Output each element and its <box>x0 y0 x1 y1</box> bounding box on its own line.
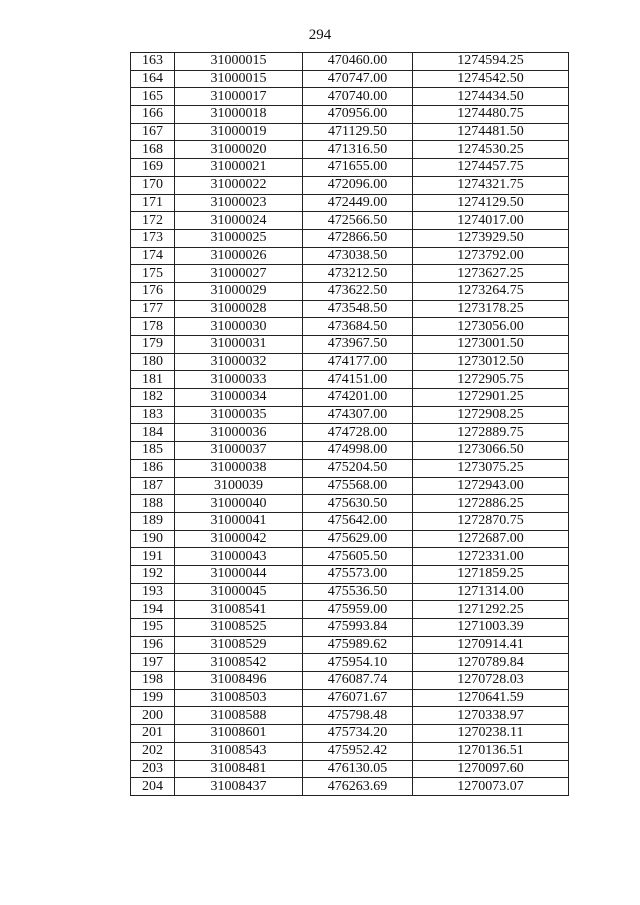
table-row <box>131 689 569 707</box>
point-id-cell: 31000029 <box>175 282 303 300</box>
y-coordinate-cell: 1273075.25 <box>413 459 569 477</box>
point-id-cell: 31008525 <box>175 619 303 637</box>
row-number-cell: 174 <box>131 247 175 265</box>
y-coordinate-cell: 1273264.75 <box>413 282 569 300</box>
y-coordinate-cell: 1270641.59 <box>413 689 569 707</box>
x-coordinate-cell: 473622.50 <box>303 282 413 300</box>
point-id-cell: 31000015 <box>175 53 303 71</box>
row-number-cell: 171 <box>131 194 175 212</box>
row-number-cell: 184 <box>131 424 175 442</box>
row-number-cell: 172 <box>131 212 175 230</box>
x-coordinate-cell: 472096.00 <box>303 176 413 194</box>
table-row <box>131 565 569 583</box>
x-coordinate-cell: 474998.00 <box>303 442 413 460</box>
point-id-cell: 31000018 <box>175 106 303 124</box>
row-number-cell: 193 <box>131 583 175 601</box>
row-number-cell: 191 <box>131 548 175 566</box>
x-coordinate-cell: 471655.00 <box>303 159 413 177</box>
row-number-cell: 188 <box>131 495 175 513</box>
x-coordinate-cell: 470747.00 <box>303 70 413 88</box>
y-coordinate-cell: 1274017.00 <box>413 212 569 230</box>
table-row <box>131 707 569 725</box>
row-number-cell: 198 <box>131 672 175 690</box>
y-coordinate-cell: 1273066.50 <box>413 442 569 460</box>
y-coordinate-cell: 1270136.51 <box>413 742 569 760</box>
point-id-cell: 31008503 <box>175 689 303 707</box>
row-number-cell: 203 <box>131 760 175 778</box>
row-number-cell: 185 <box>131 442 175 460</box>
x-coordinate-cell: 476071.67 <box>303 689 413 707</box>
page-number: 294 <box>308 27 332 43</box>
point-id-cell: 31000021 <box>175 159 303 177</box>
point-id-cell: 31008543 <box>175 742 303 760</box>
point-id-cell: 31000042 <box>175 530 303 548</box>
table-row <box>131 406 569 424</box>
y-coordinate-cell: 1274530.25 <box>413 141 569 159</box>
row-number-cell: 173 <box>131 229 175 247</box>
row-number-cell: 200 <box>131 707 175 725</box>
row-number-cell: 163 <box>131 53 175 71</box>
point-id-cell: 31000025 <box>175 229 303 247</box>
row-number-cell: 182 <box>131 389 175 407</box>
x-coordinate-cell: 470956.00 <box>303 106 413 124</box>
y-coordinate-cell: 1272886.25 <box>413 495 569 513</box>
table-row <box>131 424 569 442</box>
table-row <box>131 583 569 601</box>
y-coordinate-cell: 1272331.00 <box>413 548 569 566</box>
y-coordinate-cell: 1272908.25 <box>413 406 569 424</box>
row-number-cell: 190 <box>131 530 175 548</box>
row-number-cell: 167 <box>131 123 175 141</box>
x-coordinate-cell: 470740.00 <box>303 88 413 106</box>
table-row <box>131 194 569 212</box>
x-coordinate-cell: 474307.00 <box>303 406 413 424</box>
point-id-cell: 31000032 <box>175 353 303 371</box>
y-coordinate-cell: 1274321.75 <box>413 176 569 194</box>
y-coordinate-cell: 1273627.25 <box>413 265 569 283</box>
point-id-cell: 3100039 <box>175 477 303 495</box>
point-id-cell: 31000031 <box>175 336 303 354</box>
table-row <box>131 265 569 283</box>
y-coordinate-cell: 1272870.75 <box>413 512 569 530</box>
table-row <box>131 459 569 477</box>
table-row <box>131 353 569 371</box>
x-coordinate-cell: 475952.42 <box>303 742 413 760</box>
y-coordinate-cell: 1271003.39 <box>413 619 569 637</box>
point-id-cell: 31000023 <box>175 194 303 212</box>
point-id-cell: 31000037 <box>175 442 303 460</box>
table-row <box>131 300 569 318</box>
point-id-cell: 31000030 <box>175 318 303 336</box>
point-id-cell: 31008481 <box>175 760 303 778</box>
table-row <box>131 336 569 354</box>
x-coordinate-cell: 474201.00 <box>303 389 413 407</box>
x-coordinate-cell: 474151.00 <box>303 371 413 389</box>
point-id-cell: 31008542 <box>175 654 303 672</box>
table-row <box>131 742 569 760</box>
y-coordinate-cell: 1270338.97 <box>413 707 569 725</box>
point-id-cell: 31000040 <box>175 495 303 513</box>
row-number-cell: 169 <box>131 159 175 177</box>
y-coordinate-cell: 1273929.50 <box>413 229 569 247</box>
point-id-cell: 31000034 <box>175 389 303 407</box>
x-coordinate-cell: 475568.00 <box>303 477 413 495</box>
x-coordinate-cell: 474728.00 <box>303 424 413 442</box>
y-coordinate-cell: 1270238.11 <box>413 725 569 743</box>
row-number-cell: 175 <box>131 265 175 283</box>
coordinates-table <box>130 52 569 796</box>
row-number-cell: 168 <box>131 141 175 159</box>
row-number-cell: 187 <box>131 477 175 495</box>
point-id-cell: 31000022 <box>175 176 303 194</box>
table-row <box>131 53 569 71</box>
x-coordinate-cell: 476130.05 <box>303 760 413 778</box>
x-coordinate-cell: 472866.50 <box>303 229 413 247</box>
table-row <box>131 88 569 106</box>
row-number-cell: 197 <box>131 654 175 672</box>
table-row <box>131 247 569 265</box>
x-coordinate-cell: 472449.00 <box>303 194 413 212</box>
x-coordinate-cell: 475629.00 <box>303 530 413 548</box>
table-row <box>131 495 569 513</box>
table-row <box>131 760 569 778</box>
row-number-cell: 192 <box>131 565 175 583</box>
point-id-cell: 31000024 <box>175 212 303 230</box>
x-coordinate-cell: 475734.20 <box>303 725 413 743</box>
point-id-cell: 31000026 <box>175 247 303 265</box>
x-coordinate-cell: 475989.62 <box>303 636 413 654</box>
y-coordinate-cell: 1272943.00 <box>413 477 569 495</box>
y-coordinate-cell: 1272901.25 <box>413 389 569 407</box>
point-id-cell: 31008541 <box>175 601 303 619</box>
x-coordinate-cell: 474177.00 <box>303 353 413 371</box>
table-row <box>131 282 569 300</box>
y-coordinate-cell: 1272687.00 <box>413 530 569 548</box>
x-coordinate-cell: 471316.50 <box>303 141 413 159</box>
point-id-cell: 31000028 <box>175 300 303 318</box>
x-coordinate-cell: 475954.10 <box>303 654 413 672</box>
y-coordinate-cell: 1274481.50 <box>413 123 569 141</box>
point-id-cell: 31000043 <box>175 548 303 566</box>
y-coordinate-cell: 1273001.50 <box>413 336 569 354</box>
point-id-cell: 31000027 <box>175 265 303 283</box>
x-coordinate-cell: 475798.48 <box>303 707 413 725</box>
point-id-cell: 31008588 <box>175 707 303 725</box>
table-row <box>131 106 569 124</box>
x-coordinate-cell: 476087.74 <box>303 672 413 690</box>
row-number-cell: 178 <box>131 318 175 336</box>
point-id-cell: 31000038 <box>175 459 303 477</box>
point-id-cell: 31008601 <box>175 725 303 743</box>
y-coordinate-cell: 1270914.41 <box>413 636 569 654</box>
table-row <box>131 123 569 141</box>
point-id-cell: 31008529 <box>175 636 303 654</box>
x-coordinate-cell: 473967.50 <box>303 336 413 354</box>
row-number-cell: 181 <box>131 371 175 389</box>
y-coordinate-cell: 1273178.25 <box>413 300 569 318</box>
row-number-cell: 183 <box>131 406 175 424</box>
row-number-cell: 199 <box>131 689 175 707</box>
y-coordinate-cell: 1272889.75 <box>413 424 569 442</box>
x-coordinate-cell: 473684.50 <box>303 318 413 336</box>
x-coordinate-cell: 473038.50 <box>303 247 413 265</box>
table-row <box>131 371 569 389</box>
x-coordinate-cell: 475605.50 <box>303 548 413 566</box>
row-number-cell: 195 <box>131 619 175 637</box>
x-coordinate-cell: 471129.50 <box>303 123 413 141</box>
point-id-cell: 31000015 <box>175 70 303 88</box>
row-number-cell: 165 <box>131 88 175 106</box>
row-number-cell: 186 <box>131 459 175 477</box>
point-id-cell: 31000044 <box>175 565 303 583</box>
table-row <box>131 601 569 619</box>
x-coordinate-cell: 475204.50 <box>303 459 413 477</box>
x-coordinate-cell: 472566.50 <box>303 212 413 230</box>
y-coordinate-cell: 1274457.75 <box>413 159 569 177</box>
row-number-cell: 179 <box>131 336 175 354</box>
table-row <box>131 176 569 194</box>
y-coordinate-cell: 1274129.50 <box>413 194 569 212</box>
y-coordinate-cell: 1273012.50 <box>413 353 569 371</box>
y-coordinate-cell: 1274434.50 <box>413 88 569 106</box>
point-id-cell: 31000020 <box>175 141 303 159</box>
y-coordinate-cell: 1274594.25 <box>413 53 569 71</box>
row-number-cell: 194 <box>131 601 175 619</box>
table-row <box>131 477 569 495</box>
point-id-cell: 31000017 <box>175 88 303 106</box>
y-coordinate-cell: 1273792.00 <box>413 247 569 265</box>
y-coordinate-cell: 1271859.25 <box>413 565 569 583</box>
y-coordinate-cell: 1272905.75 <box>413 371 569 389</box>
table-row <box>131 212 569 230</box>
table-row <box>131 636 569 654</box>
point-id-cell: 31008496 <box>175 672 303 690</box>
x-coordinate-cell: 473212.50 <box>303 265 413 283</box>
row-number-cell: 170 <box>131 176 175 194</box>
point-id-cell: 31008437 <box>175 778 303 796</box>
table-row <box>131 654 569 672</box>
point-id-cell: 31000045 <box>175 583 303 601</box>
y-coordinate-cell: 1270789.84 <box>413 654 569 672</box>
x-coordinate-cell: 476263.69 <box>303 778 413 796</box>
table-row <box>131 725 569 743</box>
point-id-cell: 31000019 <box>175 123 303 141</box>
x-coordinate-cell: 475536.50 <box>303 583 413 601</box>
table-row <box>131 512 569 530</box>
table-row <box>131 672 569 690</box>
table-row <box>131 70 569 88</box>
table-body <box>131 53 569 796</box>
table-row <box>131 442 569 460</box>
table-row <box>131 619 569 637</box>
x-coordinate-cell: 475573.00 <box>303 565 413 583</box>
row-number-cell: 176 <box>131 282 175 300</box>
x-coordinate-cell: 475993.84 <box>303 619 413 637</box>
row-number-cell: 202 <box>131 742 175 760</box>
x-coordinate-cell: 475959.00 <box>303 601 413 619</box>
table-row <box>131 141 569 159</box>
point-id-cell: 31000041 <box>175 512 303 530</box>
x-coordinate-cell: 470460.00 <box>303 53 413 71</box>
table-row <box>131 318 569 336</box>
y-coordinate-cell: 1274480.75 <box>413 106 569 124</box>
row-number-cell: 189 <box>131 512 175 530</box>
y-coordinate-cell: 1274542.50 <box>413 70 569 88</box>
x-coordinate-cell: 475630.50 <box>303 495 413 513</box>
table-row <box>131 389 569 407</box>
row-number-cell: 196 <box>131 636 175 654</box>
y-coordinate-cell: 1270728.03 <box>413 672 569 690</box>
table-row <box>131 530 569 548</box>
row-number-cell: 164 <box>131 70 175 88</box>
y-coordinate-cell: 1271314.00 <box>413 583 569 601</box>
x-coordinate-cell: 475642.00 <box>303 512 413 530</box>
point-id-cell: 31000035 <box>175 406 303 424</box>
y-coordinate-cell: 1270097.60 <box>413 760 569 778</box>
point-id-cell: 31000036 <box>175 424 303 442</box>
y-coordinate-cell: 1273056.00 <box>413 318 569 336</box>
y-coordinate-cell: 1270073.07 <box>413 778 569 796</box>
table-row <box>131 548 569 566</box>
table-row <box>131 778 569 796</box>
x-coordinate-cell: 473548.50 <box>303 300 413 318</box>
table-row <box>131 229 569 247</box>
row-number-cell: 201 <box>131 725 175 743</box>
row-number-cell: 180 <box>131 353 175 371</box>
table-row <box>131 159 569 177</box>
row-number-cell: 204 <box>131 778 175 796</box>
y-coordinate-cell: 1271292.25 <box>413 601 569 619</box>
row-number-cell: 166 <box>131 106 175 124</box>
point-id-cell: 31000033 <box>175 371 303 389</box>
row-number-cell: 177 <box>131 300 175 318</box>
